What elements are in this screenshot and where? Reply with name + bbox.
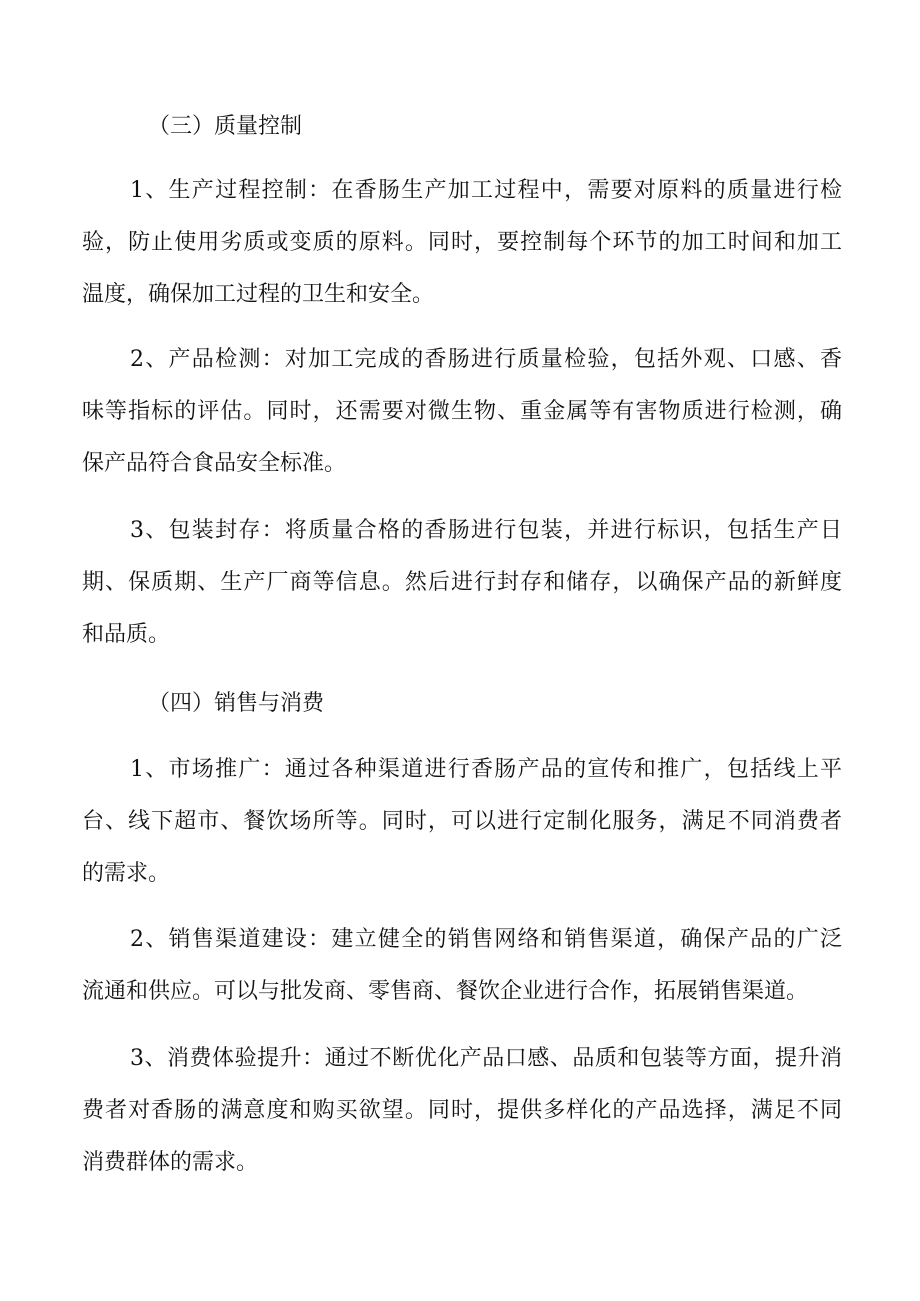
- paragraph-line: 费者对香肠的满意度和购买欲望。同时，提供多样化的产品选择，满足不同: [82, 1098, 842, 1123]
- paragraph-production-control: [82, 165, 842, 321]
- paragraph-line: 和品质。: [82, 622, 171, 647]
- paragraph-market-promotion: [82, 744, 842, 900]
- paragraph-line: 温度，确保加工过程的卫生和安全。: [82, 282, 435, 307]
- paragraph-line: 期、保质期、生产厂商等信息。然后进行封存和储存，以确保产品的新鲜度: [82, 570, 842, 595]
- paragraph-line: 的需求。: [82, 861, 171, 886]
- paragraph-packaging-storage: [82, 505, 842, 661]
- paragraph-line: 1、生产过程控制：在香肠生产加工过程中，需要对原料的质量进行检: [130, 178, 842, 203]
- paragraph-line: 消费群体的需求。: [82, 1150, 259, 1175]
- section-heading-quality-control: （三）质量控制: [148, 114, 303, 139]
- paragraph-line: 台、线下超市、餐饮场所等。同时，可以进行定制化服务，满足不同消费者: [82, 809, 842, 834]
- paragraph-line: 流通和供应。可以与批发商、零售商、餐饮企业进行合作，拓展销售渠道。: [82, 979, 809, 1004]
- paragraph-line: 1、市场推广：通过各种渠道进行香肠产品的宣传和推广，包括线上平: [130, 757, 842, 782]
- paragraph-line: 味等指标的评估。同时，还需要对微生物、重金属等有害物质进行检测，确: [82, 399, 842, 424]
- paragraph-line: 2、销售渠道建设：建立健全的销售网络和销售渠道，确保产品的广泛: [130, 927, 842, 952]
- section-heading-sales-consumption: （四）销售与消费: [148, 691, 325, 716]
- paragraph-sales-channels: [82, 914, 842, 1018]
- paragraph-line: 验，防止使用劣质或变质的原料。同时，要控制每个环节的加工时间和加工: [82, 230, 842, 255]
- paragraph-line: 保产品符合食品安全标准。: [82, 451, 347, 476]
- paragraph-line: 3、包装封存：将质量合格的香肠进行包装，并进行标识，包括生产日: [130, 518, 842, 543]
- paragraph-line: 2、产品检测：对加工完成的香肠进行质量检验，包括外观、口感、香: [130, 347, 842, 372]
- paragraph-consumer-experience: [82, 1033, 842, 1189]
- paragraph-product-inspection: [82, 334, 842, 490]
- paragraph-line: 3、消费体验提升：通过不断优化产品口感、品质和包装等方面，提升消: [130, 1046, 842, 1071]
